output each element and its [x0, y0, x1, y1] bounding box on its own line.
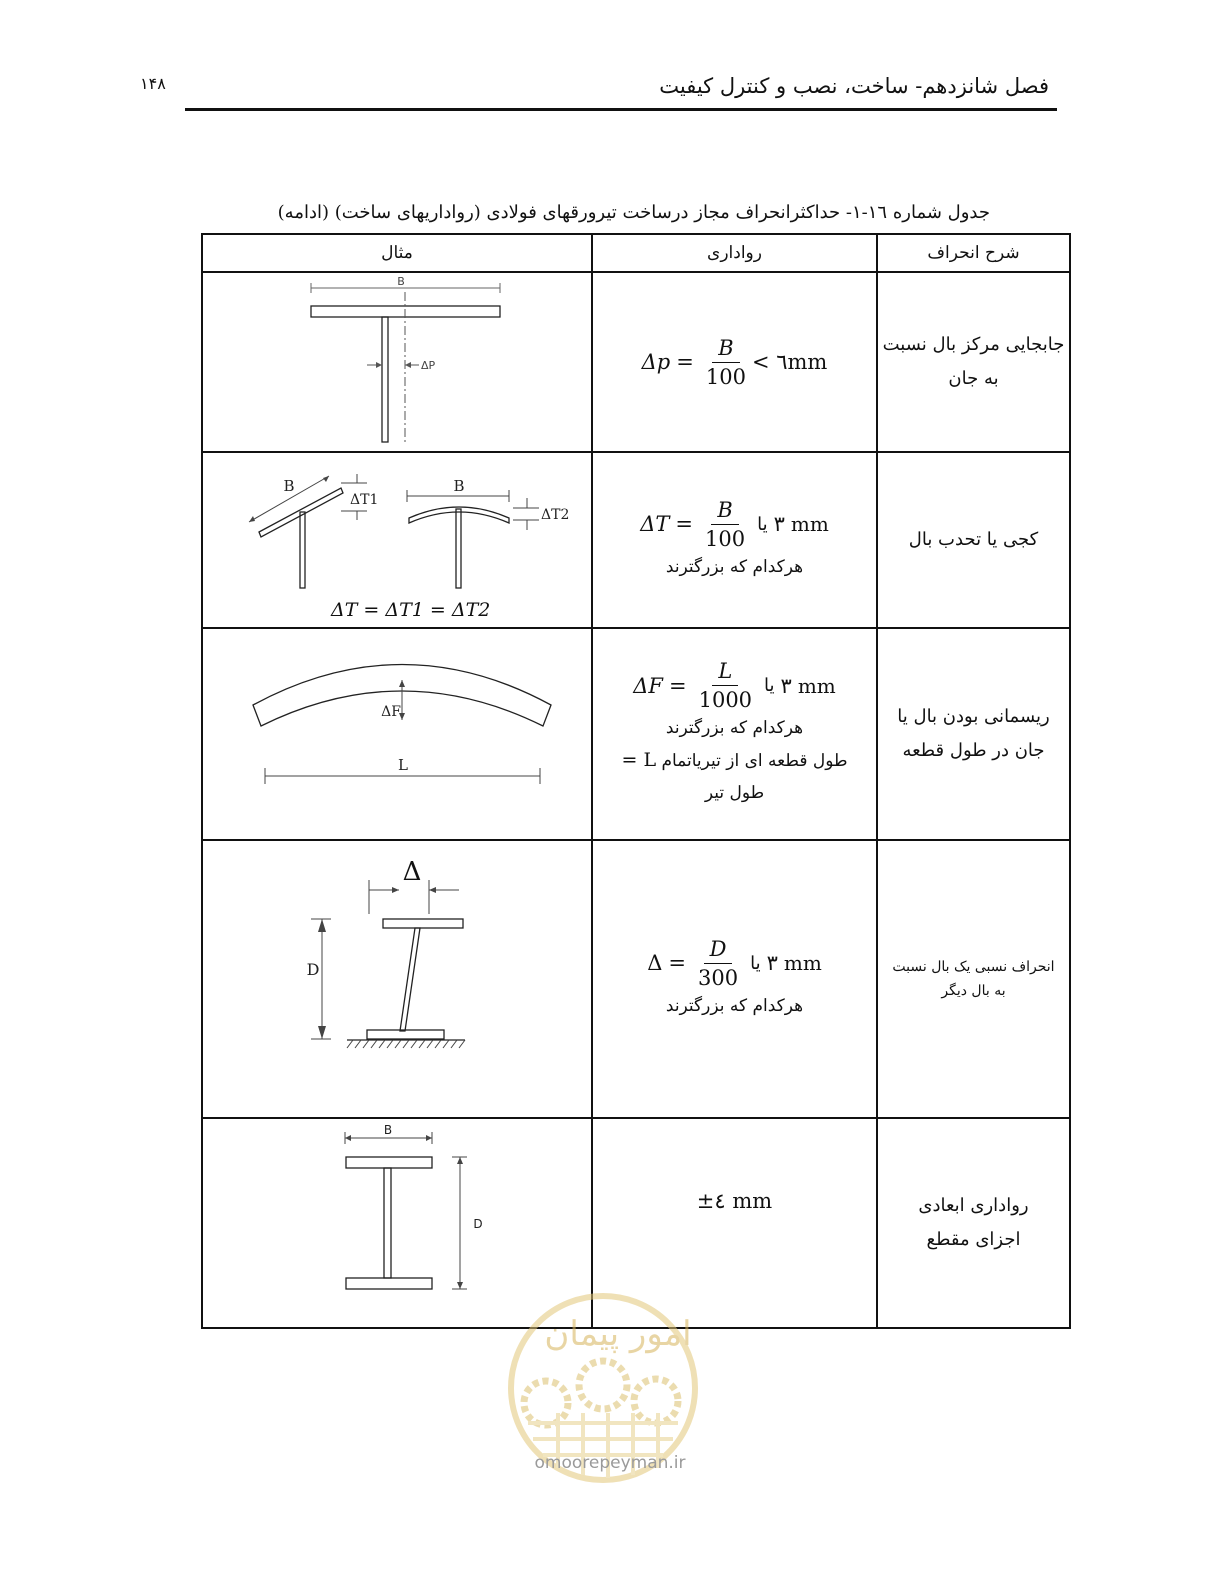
chapter-title: فصل شانزدهم- ساخت، نصب و کنترل کیفیت [659, 74, 1049, 98]
table-row [202, 452, 1070, 628]
description-line: ریسمانی بودن بال یا [897, 706, 1050, 727]
example-cell [202, 840, 592, 1118]
label-delta-t2: ΔT2 [541, 507, 570, 523]
formula-eq: = [676, 350, 694, 374]
formula-unit: mm [790, 512, 829, 536]
description-cell [877, 628, 1070, 840]
formula-fraction [698, 937, 738, 990]
formula-fraction [706, 336, 746, 389]
description-line: به جان [948, 368, 999, 389]
definition-text: طول قطعه ای از تیریاتمام [661, 751, 848, 771]
tolerance-cell [592, 628, 877, 840]
formula-lhs: Δ [647, 951, 663, 975]
ground-hatching [347, 1040, 465, 1048]
table-caption: جدول شماره ۱٦-۱- حداکثرانحراف مجاز درساخت تیرورقهای فولادی (رواداریهای ساخت) (ادامه) [277, 202, 990, 223]
flange-tilt-figure [207, 454, 587, 626]
description-line: جابجایی مرکز بال نسبت [882, 334, 1065, 355]
relative-flange-figure [207, 844, 587, 1114]
formula-lhs: ΔT [640, 512, 670, 536]
flange-offset-figure [207, 274, 587, 450]
fraction-denominator: 300 [697, 965, 739, 990]
label-delta-t1: ΔT1 [350, 492, 379, 508]
fraction-numerator: B [712, 336, 739, 363]
fraction-denominator: 100 [705, 364, 746, 389]
description-line: اجزای مقطع [926, 1229, 1021, 1250]
tolerance-formula [647, 937, 822, 990]
header-example: مثال [202, 234, 592, 272]
page-number: ۱۴۸ [140, 74, 166, 93]
formula-fraction [699, 659, 752, 712]
tolerance-cell [592, 272, 877, 452]
fraction-numerator: D [704, 937, 733, 964]
tolerance-formula [640, 498, 829, 551]
tolerance-formula [642, 336, 828, 389]
label-d: D [473, 1217, 483, 1231]
tolerance-cell [592, 840, 877, 1118]
label-delta: Δ [402, 857, 422, 887]
example-cell [202, 628, 592, 840]
tolerance-formula [633, 659, 836, 712]
label-delta-f: ΔF [381, 704, 401, 720]
example-cell [202, 272, 592, 452]
example-cell [202, 452, 592, 628]
formula-fraction [705, 498, 745, 551]
tolerance-value: ±٤ mm [696, 1189, 773, 1213]
tolerance-cell [592, 452, 877, 628]
watermark-url: omoorepeyman.ir [534, 1453, 686, 1473]
formula-eq: = [675, 512, 693, 536]
table-row [202, 628, 1070, 840]
table-row [202, 272, 1070, 452]
formula-amount: ۳ [766, 951, 778, 975]
label-b: B [397, 275, 405, 288]
formula-amount: ۳ [773, 512, 785, 536]
tolerance-note: هرکدام که بزرگترند [665, 995, 804, 1016]
fraction-denominator: 1000 [698, 688, 753, 712]
formula-or: یا [750, 952, 761, 974]
description-line: به بال دیگر [941, 983, 1006, 999]
formula-amount: ۳ [780, 673, 792, 698]
formula-unit: mm [783, 951, 822, 975]
description-line: رواداری ابعادی [918, 1195, 1029, 1216]
tolerance-table [201, 233, 1071, 1329]
tolerance-note: هرکدام که بزرگترند [665, 718, 804, 738]
formula-eq: = [668, 951, 686, 975]
fraction-numerator: L [712, 659, 738, 686]
fraction-numerator: B [711, 498, 738, 525]
description-line: جان در طول قطعه [902, 740, 1045, 761]
length-definition [593, 744, 876, 777]
table-header-row [202, 234, 1070, 272]
tolerance-note: هرکدام که بزرگترند [665, 556, 804, 577]
watermark-logo-text: امور پیمان [544, 1314, 692, 1354]
fraction-denominator: 100 [704, 526, 746, 551]
figure-caption: ΔT = ΔT1 = ΔT2 [331, 599, 491, 621]
sweep-figure [207, 634, 587, 834]
description-cell [877, 272, 1070, 452]
definition-text-2: طول تیر [704, 783, 765, 803]
formula-or: یا [757, 513, 768, 535]
formula-lhs: ΔF [633, 673, 663, 698]
formula-or: یا [764, 675, 775, 696]
description-line: انحراف نسبی یک بال نسبت [892, 959, 1055, 975]
description-cell [877, 452, 1070, 628]
description-cell [877, 1118, 1070, 1328]
description-line: کجی یا تحدب بال [908, 529, 1039, 550]
label-b: B [383, 1123, 393, 1137]
header-rule [185, 108, 1057, 111]
formula-eq: = [668, 673, 687, 698]
label-b-right: B [453, 477, 465, 495]
label-b-left: B [283, 477, 295, 495]
label-d: D [306, 960, 320, 979]
definition-symbol: L = [621, 749, 657, 771]
label-delta-p: ΔP [421, 359, 436, 372]
formula-lhs: Δp [641, 350, 671, 374]
label-l: L [398, 756, 408, 774]
formula-unit: mm [797, 673, 836, 698]
description-cell [877, 840, 1070, 1118]
header-tolerance: رواداری [592, 234, 877, 272]
header-description: شرح انحراف [877, 234, 1070, 272]
formula-limit: < ٦mm [751, 350, 828, 374]
table-row [202, 840, 1070, 1118]
